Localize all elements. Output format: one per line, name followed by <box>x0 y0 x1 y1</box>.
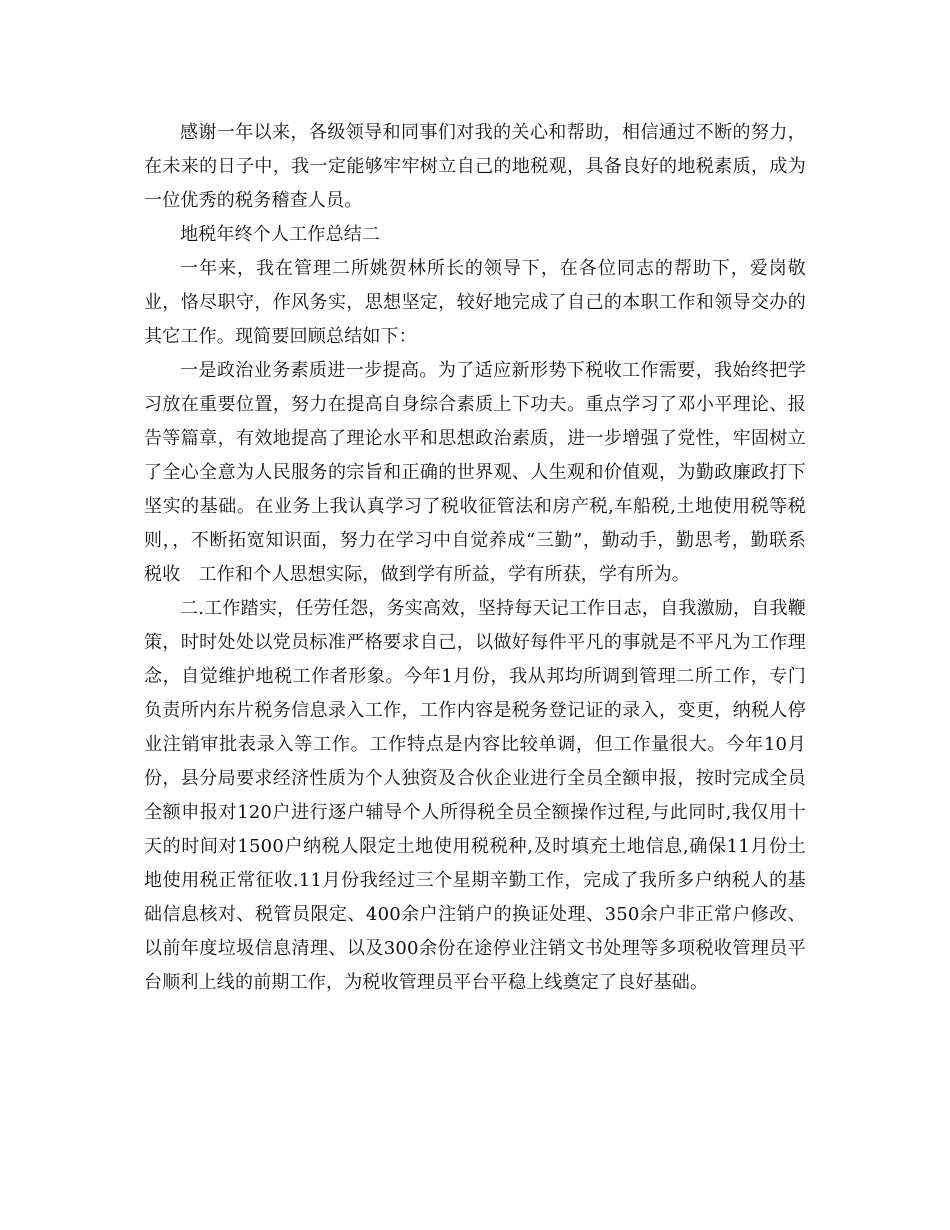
paragraph-political-quality: 一是政治业务素质进一步提高。为了适应新形势下税收工作需要，我始终把学习放在重要位置，努力在提高自身综合素质上下功夫。重点学习了邓小平理论、报告等篇章，有效地提高了理论水平和思想政治素质，进一步增强了党性，牢固树立了全心全意为人民服务的宗旨和正确的世界观、人生观和价值观，为勤政廉政打下坚实的基础。在业务上我认真学习了税收征管法和房产税,车船税,土地使用税等税则，，不断拓宽知识面，努力在学习中自觉养成“三勤”，勤动手，勤思考，勤联系税收 工作和个人思想实际，做到学有所益，学有所获，学有所为。 <box>144 360 806 585</box>
paragraph-closing-thanks: 感谢一年以来，各级领导和同事们对我的关心和帮助，相信通过不断的努力，在未来的日子中，我一定能够牢牢树立自己的地税观，具备良好的地税素质，成为一位优秀的税务稽查人员。 <box>144 122 806 211</box>
paragraph-intro: 一年来，我在管理二所姚贺林所长的领导下，在各位同志的帮助下，爱岗敬业，恪尽职守，作风务实，思想坚定，较好地完成了自己的本职工作和领导交办的其它工作。现简要回顾总结如下： <box>144 258 806 347</box>
paragraph-work-summary: 二.工作踏实，任劳任怨，务实高效，坚持每天记工作日志，自我激励，自我鞭策，时时处处以党员标准严格要求自己，以做好每件平凡的事就是不平凡为工作理念，自觉维护地税工作者形象。今年1月份，我从邦均所调到管理二所工作，专门负责所内东片税务信息录入工作，工作内容是税务登记证的录入，变更，纳税人停业注销审批表录入等工作。工作特点是内容比较单调，但工作量很大。今年10月份，县分局要求经济性质为个人独资及合伙企业进行全员全额申报，按时完成全员全额申报对120户进行逐户辅导个人所得税全员全额操作过程,与此同时,我仅用十天的时间对1500户纳税人限定土地使用税税种,及时填充土地信息,确保11月份土地使用税正常征收.11月份我经过三个星期辛勤工作，完成了我所多户纳税人的基础信息核对、税管员限定、400余户注销户的换证处理、350余户非正常户修改、以前年度垃圾信息清理、以及300余份在途停业注销文书处理等多项税收管理员平台顺利上线的前期工作，为税收管理员平台平稳上线奠定了良好基础。 <box>144 598 806 993</box>
section-heading: 地税年终个人工作总结二 <box>180 224 381 245</box>
document-body <box>144 116 806 1000</box>
